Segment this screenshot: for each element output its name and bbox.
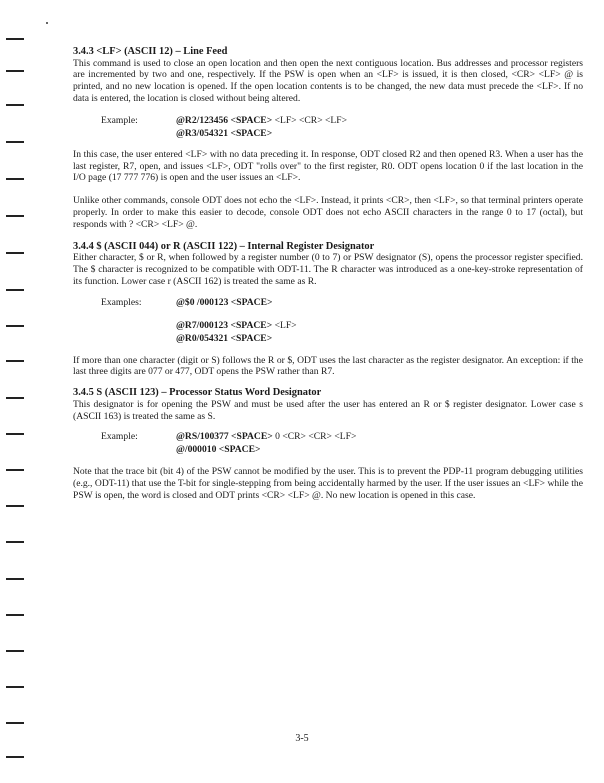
section-paragraph: In this case, the user entered <LF> with no data preceding it. In response, ODT closed R2 and then opened R3. When a user has the last register, R7, open, and issues <LF>, ODT "rolls over" to the first register, R0. ODT opens location 0 if the last location in the I/O page (17 777 776) is open and the user issues an <LF>. (73, 148, 583, 184)
section-paragraph: This designator is for opening the PSW and must be used after the user has entered an R or $ register designator. Lower case s (ASCII 163) is treated the same as S. (73, 398, 583, 422)
binding-mark (6, 722, 24, 724)
example-line (176, 443, 583, 456)
section-register-designator (73, 241, 583, 379)
document-body (73, 46, 583, 502)
example-command: @$0 /000123 <SPACE> (176, 296, 273, 308)
binding-mark (6, 397, 24, 399)
example-block (73, 430, 583, 456)
example-lines (176, 114, 583, 140)
binding-mark (6, 38, 24, 40)
binding-mark (6, 289, 24, 291)
binding-margin (0, 0, 30, 783)
example-command: @R3/054321 <SPACE> (176, 127, 273, 139)
section-paragraph: Unlike other commands, console ODT does not echo the <LF>. Instead, it prints <CR>, then <LF>, so that terminal printers operate properly. In order to make this easier to decode, console ODT does not echo ASCII characters in the range 0 to 17 (octal), but responds with ? <CR> <LF> @. (73, 195, 583, 230)
section-heading: 3.4.3 <LF> (ASCII 12) – Line Feed (73, 46, 228, 57)
binding-mark (6, 141, 24, 143)
binding-mark (6, 614, 24, 616)
section-paragraph: Note that the trace bit (bit 4) of the PSW cannot be modified by the user. This is to prevent the PDP-11 program debugging utilities (e.g., ODT-11) that use the T-bit for single-stepping from being accidentally harmed by the user. If the user issues an <LF> while the PSW is open, the word is closed and ODT prints <CR> <LF> @. No new location is opened in this case. (73, 466, 583, 501)
example-line (176, 430, 583, 443)
page-number: 3-5 (295, 733, 309, 744)
example-block (73, 296, 583, 345)
section-paragraph: Either character, $ or R, when followed by a register number (0 to 7) or PSW designator (S), opens the processor register specified. The $ character is recognized to be compatible with ODT-11. The R character was introduced as a one-key-stroke representation of its function. Lower case r (ASCII 162) is treated the same as R. (73, 252, 583, 287)
example-lines (176, 296, 583, 345)
scan-speck (46, 22, 48, 24)
section-paragraph: This command is used to close an open location and then open the next contiguous location. Bus addresses and processor registers are incremented by two and one, respectively. If the PSW is open when an <LF> is issued, it is then closed, <CR> <LF> @ is printed, and no new location is opened. If the open location contents is to be changed, the new data must precede the <LF>. If no data is entered, the location is closed without being altered. (73, 57, 583, 104)
example-command: @RS/100377 <SPACE> (176, 431, 273, 443)
binding-mark (6, 360, 24, 362)
example-keys: <LF> (272, 319, 297, 331)
example-label: Examples: (101, 296, 142, 308)
binding-mark (6, 215, 24, 217)
section-line-feed (73, 46, 583, 231)
example-label: Example: (101, 431, 138, 443)
binding-mark (6, 70, 24, 72)
section-psw-designator (73, 387, 583, 502)
example-keys: <LF> <CR> <LF> (272, 114, 348, 126)
binding-mark (6, 433, 24, 435)
example-line (176, 296, 583, 309)
example-command: @R7/000123 <SPACE> (176, 319, 273, 331)
example-lines (176, 430, 583, 456)
section-heading: 3.4.4 $ (ASCII 044) or R (ASCII 122) – Internal Register Designator (73, 240, 375, 252)
example-line (176, 332, 583, 345)
binding-mark (6, 104, 24, 106)
binding-mark (6, 686, 24, 688)
example-command: @R0/054321 <SPACE> (176, 332, 273, 344)
example-block (73, 114, 583, 140)
example-keys: 0 <CR> <CR> <LF> (272, 431, 357, 443)
binding-mark (6, 578, 24, 580)
section-heading: 3.4.5 S (ASCII 123) – Processor Status Word Designator (73, 387, 322, 399)
section-paragraph: If more than one character (digit or S) follows the R or $, ODT uses the last character as the register designator. An exception: if the last three digits are 077 or 477, ODT opens the PSW rather than R7. (73, 354, 583, 378)
example-line (176, 319, 583, 332)
binding-mark (6, 469, 24, 471)
example-label: Example: (101, 114, 138, 126)
binding-mark (6, 325, 24, 327)
binding-mark (6, 541, 24, 543)
example-line (176, 127, 583, 140)
binding-mark (6, 650, 24, 652)
binding-mark (6, 505, 24, 507)
example-line (176, 114, 583, 127)
example-command: @R2/123456 <SPACE> (176, 114, 273, 126)
binding-mark (6, 178, 24, 180)
binding-mark (6, 252, 24, 254)
binding-mark (6, 756, 24, 758)
example-command: @/000010 <SPACE> (176, 444, 261, 456)
